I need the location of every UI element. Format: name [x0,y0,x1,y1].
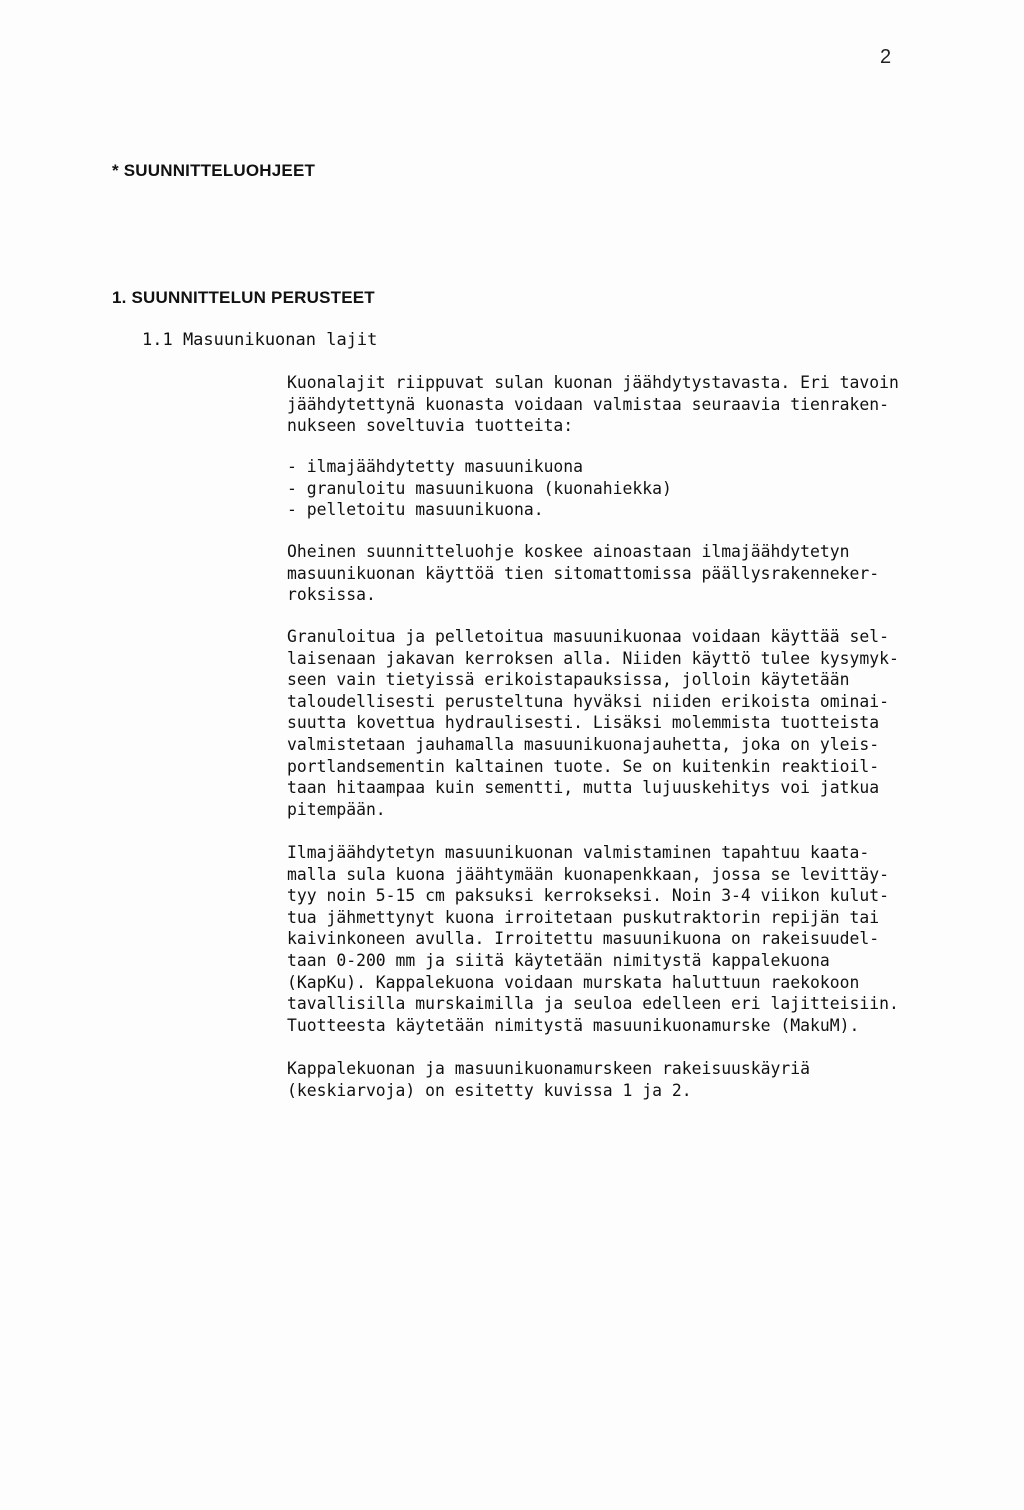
text-line: taan hitaampaa kuin sementti, mutta lujuuskehitys voi jatkua [287,778,880,798]
paragraph-scope [287,541,987,606]
text-line: malla sula kuona jäähtymään kuonapenkkaan, jossa se levittäy- [287,864,889,884]
text-line: roksissa. [287,585,376,605]
section-heading: 1. SUUNNITTELUN PERUSTEET [112,288,375,307]
text-line: taloudellisesti perusteltuna hyväksi niiden erikoista ominai- [287,691,889,711]
text-line: laisenaan jakavan kerroksen alla. Niiden käyttö tulee kysymyk- [287,648,899,668]
text-line: tyy noin 5-15 cm paksuksi kerrokseksi. Noin 3-4 viikon kulut- [287,886,889,906]
text-line: kaivinkoneen avulla. Irroitettu masuunikuona on rakeisuudel- [287,929,880,949]
page-number: 2 [880,46,892,68]
document-title: * SUUNNITTELUOHJEET [112,161,316,180]
text-line: masuunikuonan käyttöä tien sitomattomissa päällysrakenneker- [287,563,880,583]
text-line: seen vain tietyissä erikoistapauksissa, jolloin käytetään [287,670,850,690]
text-line: portlandsementin kaltainen tuote. Se on kuitenkin reaktioil- [287,756,880,776]
paragraph-granulated [287,626,987,820]
paragraph-slag-types [287,372,987,437]
text-line: Oheinen suunnitteluohje koskee ainoastaan ilmajäähdytetyn [287,542,850,561]
text-line: pitempään. [287,799,386,819]
text-line: tua jähmettynyt kuona irroitetaan puskutraktorin repijän tai [287,907,880,927]
text-line: Kappalekuonan ja masuunikuonamurskeen rakeisuuskäyriä [287,1059,811,1078]
paragraph-gradation-reference [287,1058,987,1101]
text-line: jäähdytettynä kuonasta voidaan valmistaa seuraavia tienraken- [287,394,889,414]
list-item: - pelletoitu masuunikuona. [287,500,544,520]
text-line: (keskiarvoja) on esitetty kuvissa 1 ja 2. [287,1080,692,1100]
text-line: Tuotteesta käytetään nimitystä masuunikuonamurske (MakuM). [287,1015,860,1035]
text-line: Ilmajäähdytetyn masuunikuonan valmistaminen tapahtuu kaata- [287,843,870,862]
paragraph-air-cooled [287,842,987,1036]
text-line: valmistetaan jauhamalla masuunikuonajauhetta, joka on yleis- [287,734,880,754]
product-list [287,456,987,521]
subsection-heading: 1.1 Masuunikuonan lajit [142,330,378,350]
text-line: Kuonalajit riippuvat sulan kuonan jäähdytystavasta. Eri tavoin [287,373,899,392]
text-line: taan 0-200 mm ja siitä käytetään nimitystä kappalekuona [287,950,830,970]
list-item: - granuloitu masuunikuona (kuonahiekka) [287,478,672,498]
text-line: suutta kovettua hydraulisesti. Lisäksi molemmista tuotteista [287,713,880,733]
text-line: tavallisilla murskaimilla ja seuloa edelleen eri lajitteisiin. [287,994,899,1014]
list-item: - ilmajäähdytetty masuunikuona [287,457,584,476]
text-line: Granuloitua ja pelletoitua masuunikuonaa voidaan käyttää sel- [287,627,889,646]
text-line: nukseen soveltuvia tuotteita: [287,416,574,436]
text-line: (KapKu). Kappalekuona voidaan murskata haluttuun raekokoon [287,972,860,992]
